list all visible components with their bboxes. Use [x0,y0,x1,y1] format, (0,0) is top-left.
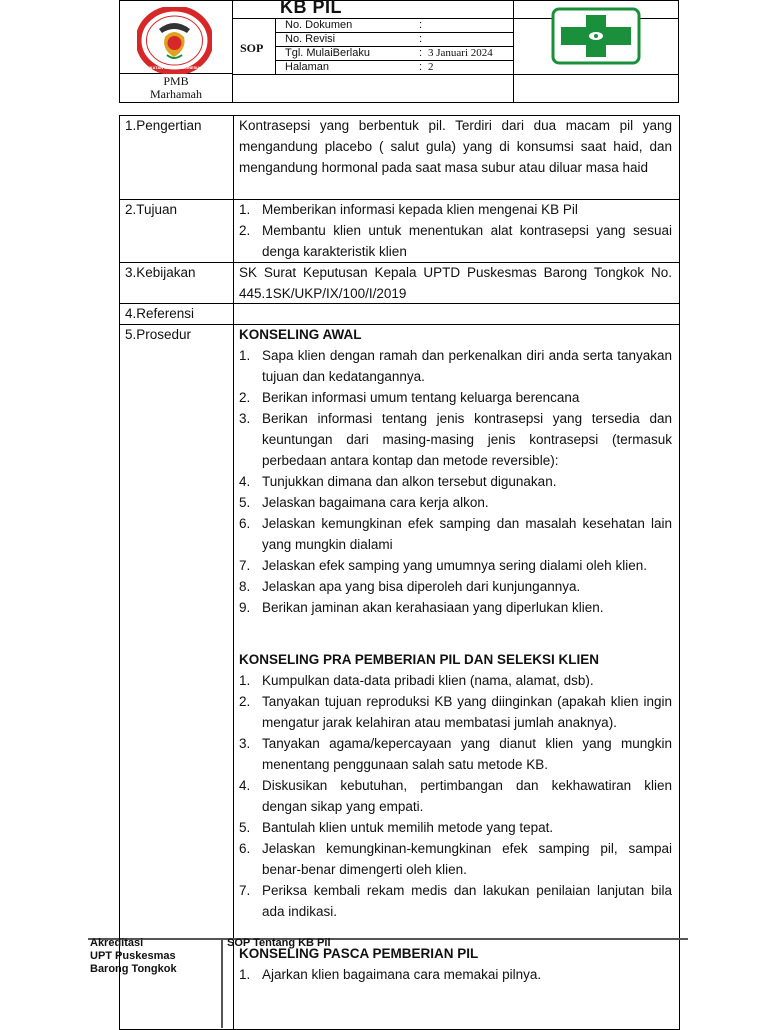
list-item: 1. Sapa klien dengan ramah dan perkenalkan diri anda serta tanyakan tujuan dan kedatangannya. [239,348,672,384]
row-label-kebijakan: 3.Kebijakan [125,265,196,280]
row-label-pengertian: 1.Pengertian [125,118,202,133]
row-label-referensi: 4.Referensi [125,306,195,321]
meta-colon: : [419,47,423,59]
row-text-pengertian: Kontrasepsi yang berbentuk pil. Terdiri dari dua macam pil yang mengandung placebo ( salut gula) yang di konsumsi saat haid, dan mengandung hormonal pada saat masa subur atau diluar masa haid [239,118,672,175]
page-footer [88,935,688,1025]
footer-line: Barong Tongkok [90,963,177,975]
table-column-divider [233,116,234,1029]
list-item: 9. Berikan jaminan akan kerahasiaan yang diperlukan klien. [239,600,604,615]
svg-text:IKATAN BIDAN INDONESIA: IKATAN BIDAN INDONESIA [148,65,201,70]
green-cross-logo-icon [551,7,641,65]
list-item: 1. Ajarkan klien bagaimana cara memakai pilnya. [239,967,542,982]
row-text-kebijakan: SK Surat Keputusan Kepala UPTD Puskesmas Barong Tongkok No. 445.1SK/UKP/IX/100/I/2019 [239,265,672,301]
meta-colon: : [419,19,423,31]
list-item: 4. Diskusikan kebutuhan, pertimbangan dan kekhawatiran klien dengan sikap yang empati. [239,778,672,814]
meta-colon: : [419,33,423,45]
list-item: 6. Jelaskan kemungkinan efek samping dan masalah kesehatan lain yang mungkin dialami [239,516,672,552]
list-item: 8. Jelaskan apa yang bisa diperoleh dari kunjungannya. [239,579,581,594]
list-item: 1. Kumpulkan data-data pribadi klien (nama, alamat, dsb). [239,673,594,688]
list-item: 4. Tunjukkan dimana dan alkon tersebut digunakan. [239,474,557,489]
section-title: KONSELING PASCA PEMBERIAN PIL [239,946,479,961]
header-divider [232,1,233,102]
row-label-prosedur: 5.Prosedur [125,327,192,342]
footer-line: Akreditasi [90,937,144,949]
list-item: 5. Jelaskan bagaimana cara kerja alkon. [239,495,489,510]
procedure-list [239,345,672,618]
document-header [119,0,679,103]
meta-key: Tgl. MulaiBerlaku [285,47,370,59]
org-line-1: PMB [163,74,189,88]
list-item: 2. Membantu klien untuk menentukan alat kontrasepsi yang sesuai denga karakteristik klien [239,223,672,259]
footer-rule [88,938,688,940]
ibi-logo-icon [137,7,212,74]
procedure-list [239,670,672,922]
sop-table [119,115,680,1030]
meta-value: 3 Januari 2024 [428,47,493,59]
list-item: 2. Tanyakan tujuan reproduksi KB yang diinginkan (apakah klien ingin mengatur jarak kelahiran atau membatasi jumlah anaknya). [239,694,672,730]
meta-key: Halaman [285,61,330,73]
section-title: KONSELING AWAL [239,327,362,342]
footer-accreditation [90,937,177,976]
meta-colon: : [419,61,423,73]
list-item: 2. Berikan informasi umum tentang keluarga berencana [239,390,580,405]
row-content-prosedur [239,324,672,985]
header-divider [513,1,514,102]
meta-key: No. Dokumen [285,19,353,31]
list-item: 7. Periksa kembali rekam medis dan lakukan penilaian lanjutan bila ada indikasi. [239,883,672,919]
footer-line: UPT Puskesmas [90,950,176,962]
list-item: 5. Bantulah klien untuk memilih metode yang tepat. [239,820,554,835]
section-title: KONSELING PRA PEMBERIAN PIL DAN SELEKSI KLIEN [239,652,600,667]
meta-key: No. Revisi [285,33,336,45]
row-list-tujuan [239,199,672,262]
list-item: 1. Memberikan informasi kepada klien mengenai KB Pil [239,202,578,217]
footer-divider [221,938,223,1028]
sop-label: SOP [240,41,264,55]
list-item: 6. Jelaskan kemungkinan-kemungkinan efek samping pil, sampai benar-benar dimengerti oleh klien. [239,841,672,877]
row-label-tujuan: 2.Tujuan [125,202,178,217]
document-title: KB PIL [280,0,343,17]
meta-value: 2 [428,61,434,73]
list-item: 3. Berikan informasi tentang jenis kontrasepsi yang tersedia dan keuntungan dari masing-masing jenis kontrasepsi (termasuk perbedaan antara kontap dan metode reversible): [239,411,672,468]
header-divider [232,74,679,75]
org-line-2: Marhamah [150,87,202,101]
list-item: 3. Tanyakan agama/kepercayaan yang dianut klien yang mungkin menentang penggunaan salah satu metode KB. [239,736,672,772]
organization-name [120,75,232,101]
list-item: 7. Jelaskan efek samping yang umumnya sering dialami oleh klien. [239,558,647,573]
footer-document-title: SOP Tentang KB Pil [227,937,331,949]
